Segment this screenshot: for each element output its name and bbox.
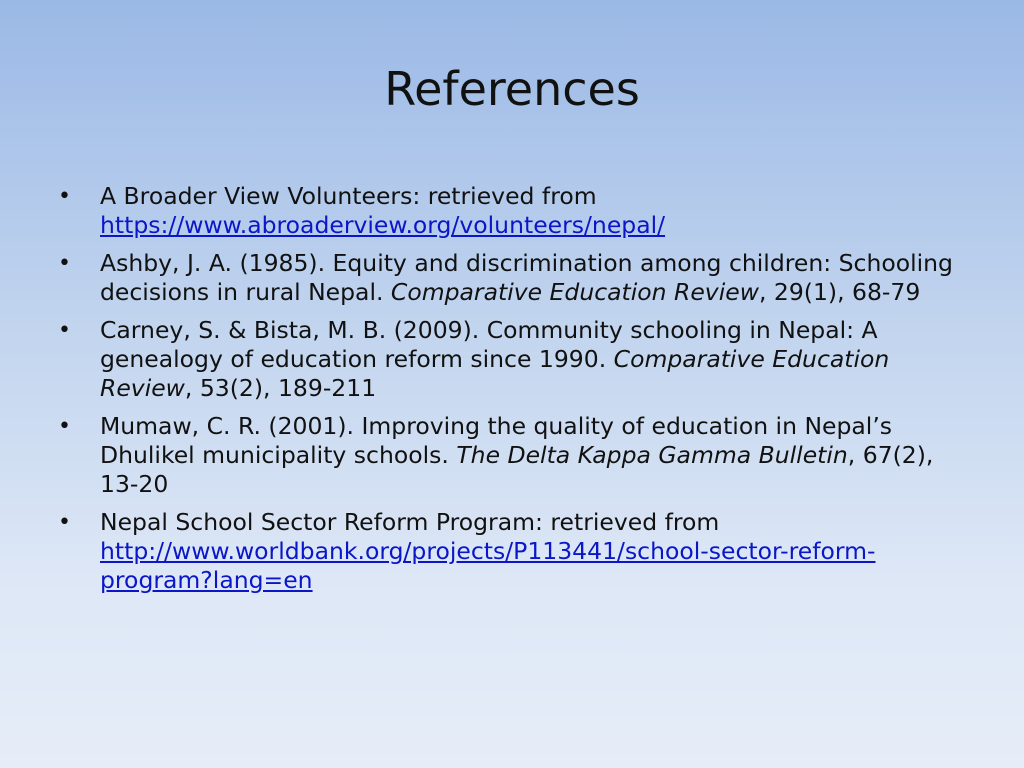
reference-volume: , 53(2), 189-211 — [184, 374, 377, 402]
bullet-icon: • — [58, 510, 71, 535]
reference-link[interactable]: http://www.worldbank.org/projects/P113441/school-sector-reform-program?lang=en — [100, 537, 876, 594]
reference-item — [0, 249, 1000, 307]
reference-citation: Ashby, J. A. (1985). Equity and discrimination among children: Schooling decisions in rural Nepal. — [100, 249, 953, 306]
slide-title: References — [384, 62, 640, 116]
reference-journal: The Delta Kappa Gamma Bulletin — [456, 441, 848, 469]
reference-volume: , 67(2), 13-20 — [100, 441, 934, 498]
bullet-icon: • — [58, 414, 71, 439]
reference-list — [0, 182, 1000, 604]
reference-text: Nepal School Sector Reform Program: retrieved from — [100, 508, 720, 536]
reference-item — [0, 412, 1000, 499]
reference-item — [0, 508, 1000, 595]
reference-item — [0, 316, 1000, 403]
reference-citation: Mumaw, C. R. (2001). Improving the quality of education in Nepal’s Dhulikel municipality schools. — [100, 412, 893, 469]
bullet-icon: • — [58, 318, 71, 343]
reference-citation: Carney, S. & Bista, M. B. (2009). Community schooling in Nepal: A genealogy of education reform since 1990. — [100, 316, 878, 373]
reference-journal: Comparative Education Review — [390, 278, 759, 306]
reference-volume: , 29(1), 68-79 — [758, 278, 921, 306]
reference-journal: Comparative Education Review — [100, 345, 890, 402]
reference-text: A Broader View Volunteers: retrieved from — [100, 182, 597, 210]
reference-link[interactable]: https://www.abroaderview.org/volunteers/nepal/ — [100, 211, 666, 239]
reference-item — [0, 182, 1000, 240]
bullet-icon: • — [58, 184, 71, 209]
bullet-icon: • — [58, 251, 71, 276]
